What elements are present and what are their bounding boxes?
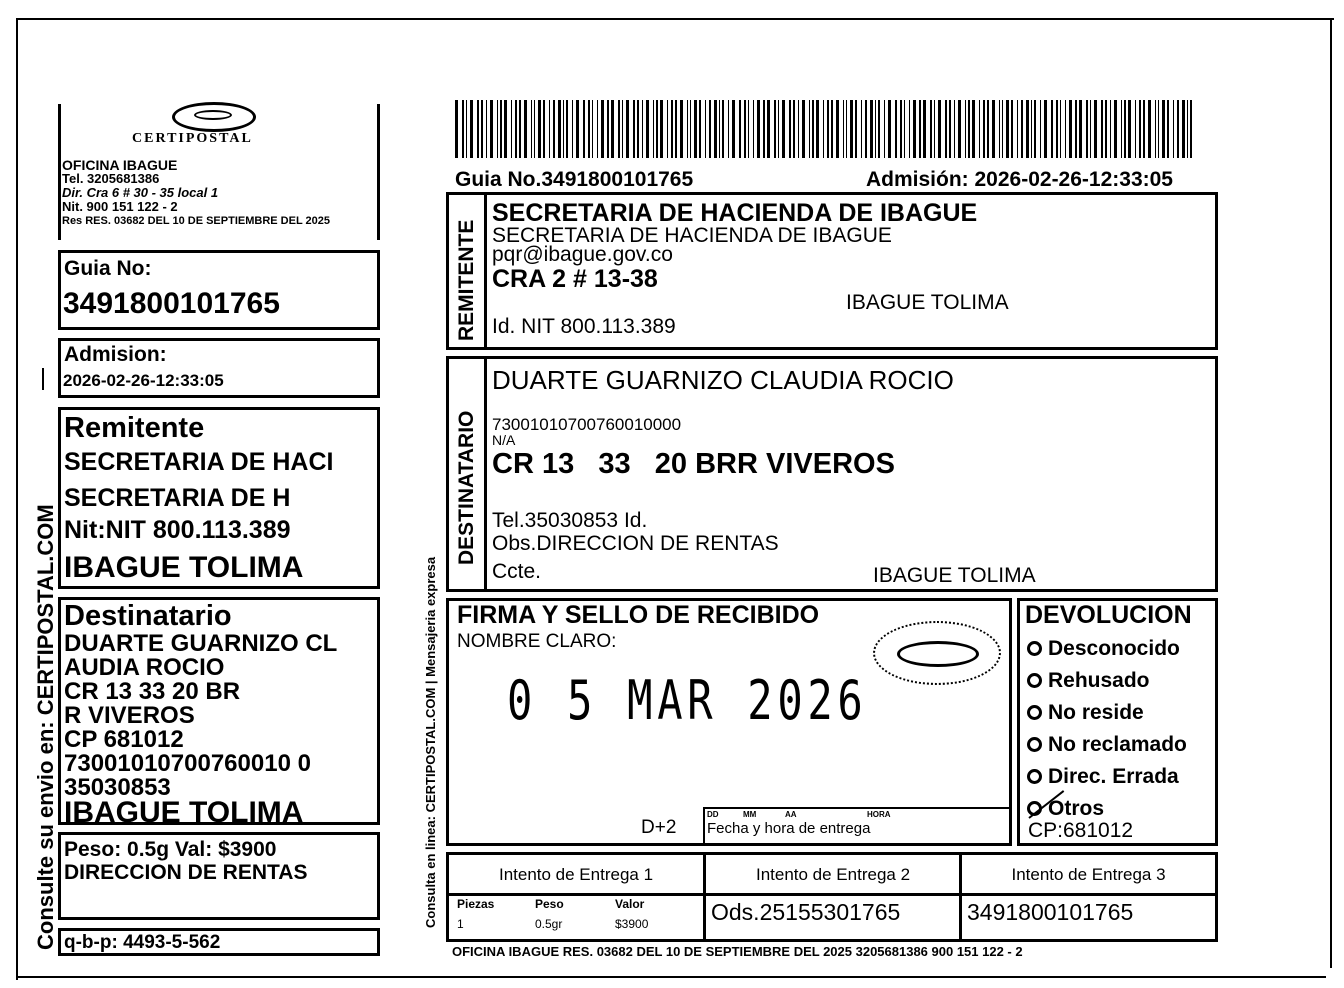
barcode-bar <box>1124 100 1126 158</box>
devolucion-cp: CP:681012 <box>1028 819 1134 842</box>
barcode-bar <box>1162 100 1165 158</box>
barcode-bar <box>999 100 1000 158</box>
barcode-bar <box>1173 100 1174 158</box>
barcode-bar <box>739 100 741 158</box>
barcode-bar <box>1177 100 1179 158</box>
barcode-bar <box>823 100 824 158</box>
barcode-bar <box>719 100 720 158</box>
barcode-bar <box>611 100 614 158</box>
destinatario-code: 73001010700760010000 <box>492 415 682 434</box>
barcode-bar <box>919 100 921 158</box>
destinatario-na: N/A <box>492 432 516 448</box>
stub-left-rule <box>58 104 61 240</box>
stub-remitente-line-4: IBAGUE TOLIMA <box>64 551 304 584</box>
barcode-bar <box>870 100 873 158</box>
outer-frame-left <box>16 18 18 980</box>
barcode-bar <box>1006 100 1009 158</box>
destinatario-address: CR 13 33 20 BRR VIVEROS <box>492 448 895 480</box>
barcode-bar <box>549 100 550 158</box>
barcode-bar <box>572 100 573 158</box>
stub-guia-box <box>58 250 380 330</box>
barcode-bar <box>597 100 598 158</box>
barcode-bar <box>1090 100 1091 158</box>
stub-dest-line-5: CP 681012 <box>64 726 184 753</box>
barcode-bar <box>1105 100 1107 158</box>
barcode-bar <box>656 100 658 158</box>
barcode-bar <box>827 100 829 158</box>
stub-remitente-line-2: SECRETARIA DE H <box>64 484 291 512</box>
branch-res: Res RES. 03682 DEL 10 DE SEPTIEMBRE DEL 2025 <box>62 215 330 227</box>
stub-dest-line-3: CR 13 33 20 BR <box>64 678 241 705</box>
remitente-name-2: SECRETARIA DE HACIENDA DE IBAGUE <box>492 224 892 247</box>
barcode-bar <box>965 100 966 158</box>
stub-remitente-line-1: SECRETARIA DE HACI <box>64 448 334 476</box>
barcode-bar <box>543 100 545 158</box>
barcode-bar <box>519 100 521 158</box>
barcode-bar <box>909 100 910 158</box>
radio-icon <box>1027 705 1042 720</box>
barcode-bar <box>462 100 464 158</box>
barcode-bar <box>576 100 579 158</box>
radio-icon <box>1027 641 1042 656</box>
header-guia: Guia No.3491800101765 <box>455 168 694 191</box>
brand-name: CERTIPOSTAL <box>132 131 253 146</box>
devolucion-option-desconocido[interactable] <box>1027 633 1187 665</box>
barcode-bar <box>1011 100 1013 158</box>
barcode-bar <box>705 100 706 158</box>
intentos-h-divider <box>449 893 1215 896</box>
barcode-bar <box>1148 100 1151 158</box>
stub-dest-line-7: 35030853 <box>64 774 171 801</box>
intento-3-label: Intento de Entrega 3 <box>1011 865 1166 884</box>
barcode-bar <box>1158 100 1159 158</box>
radio-icon <box>1027 673 1042 688</box>
barcode-bar <box>831 100 833 158</box>
branch-tel: Tel. 3205681386 <box>62 171 160 186</box>
barcode-bar <box>637 100 639 158</box>
remitente-email: pqr@ibague.gov.co <box>492 243 673 266</box>
barcode-bar <box>930 100 932 158</box>
barcode-bar <box>566 100 568 158</box>
option-label: No reclamado <box>1048 733 1187 756</box>
stamp-date: 0 5 MAR 2026 <box>507 669 868 732</box>
stub-dest-line-6: 73001010700760010 0 <box>64 750 311 777</box>
barcode-bar <box>802 100 805 158</box>
barcode-bar <box>531 100 532 158</box>
barcode-bar <box>1143 100 1145 158</box>
barcode-bar <box>850 100 853 158</box>
barcode-bar <box>538 100 541 158</box>
devolucion-option-no-reclamado[interactable] <box>1027 729 1187 761</box>
barcode-bar <box>1086 100 1088 158</box>
barcode-bar <box>884 100 885 158</box>
stamp-inner-oval-icon <box>897 641 979 667</box>
barcode-bar <box>972 100 975 158</box>
barcode-bar <box>875 100 876 158</box>
remitente-address: CRA 2 # 13-38 <box>492 265 658 293</box>
stub-remitente-box <box>58 407 380 589</box>
barcode-bar <box>690 100 691 158</box>
devolucion-option-direc-errada[interactable] <box>1027 761 1187 793</box>
intento-2-label: Intento de Entrega 2 <box>755 865 911 884</box>
barcode-bar <box>816 100 819 158</box>
firma-title: FIRMA Y SELLO DE RECIBIDO <box>457 601 820 629</box>
barcode-bar <box>1044 100 1047 158</box>
barcode-bar <box>793 100 795 158</box>
barcode-bar <box>1139 100 1141 158</box>
barcode-bar <box>846 100 847 158</box>
barcode-bar <box>798 100 799 158</box>
barcode-bar <box>958 100 961 158</box>
intento-1-label: Intento de Entrega 1 <box>498 865 654 884</box>
stub-destinatario-label: Destinatario <box>64 600 232 632</box>
outer-frame-right <box>1330 18 1332 968</box>
barcode-bar <box>1114 100 1117 158</box>
barcode-bar <box>843 100 844 158</box>
barcode-bar <box>481 100 483 158</box>
barcode-bar <box>732 100 735 158</box>
peso-value: 0.5gr <box>535 917 563 931</box>
side-text-mid: Consulta en linea: CERTIPOSTAL.COM | Mensajeria expresa <box>423 556 438 928</box>
stub-mid-rule <box>42 368 44 390</box>
barcode-bar <box>1051 100 1053 158</box>
barcode-bar <box>558 100 561 158</box>
branch-nit: Nit. 900 151 122 - 2 <box>62 199 178 214</box>
destinatario-box <box>446 356 1218 592</box>
peso-label: Peso <box>535 897 564 911</box>
outer-frame-bottom <box>16 976 1326 978</box>
barcode-bar <box>1034 100 1036 158</box>
remitente-name: SECRETARIA DE HACIENDA DE IBAGUE <box>492 199 978 227</box>
remitente-box <box>446 192 1218 350</box>
barcode-bar <box>888 100 891 158</box>
barcode-bar <box>1155 100 1156 158</box>
remitente-city: IBAGUE TOLIMA <box>846 291 1009 314</box>
stub-dest-line-1: DUARTE GUARNIZO CL <box>64 630 338 657</box>
barcode-bar <box>1069 100 1072 158</box>
barcode-bar <box>694 100 697 158</box>
stub-admision-box <box>58 338 380 398</box>
valor-label: Valor <box>615 897 645 911</box>
barcode-bar <box>945 100 947 158</box>
barcode-bar <box>722 100 724 158</box>
barcode-bar <box>789 100 791 158</box>
outer-frame-top <box>16 18 1334 20</box>
barcode-bar <box>865 100 867 158</box>
barcode-bar <box>1031 100 1032 158</box>
barcode-bar <box>592 100 593 158</box>
devolucion-title: DEVOLUCION <box>1025 601 1192 629</box>
barcode-bar <box>782 100 785 158</box>
barcode-bar <box>954 100 955 158</box>
barcode-bar <box>1075 100 1077 158</box>
radio-icon <box>1027 737 1042 752</box>
devolucion-options <box>1027 633 1187 825</box>
barcode-bar <box>949 100 951 158</box>
destinatario-city: IBAGUE TOLIMA <box>873 564 1036 587</box>
stub-guia-value: 3491800101765 <box>63 287 280 320</box>
barcode-bar <box>490 100 493 158</box>
stub-qbp-box <box>58 928 380 956</box>
branch-dir: Dir. Cra 6 # 30 - 35 local 1 <box>62 185 219 200</box>
barcode-bar <box>687 100 688 158</box>
barcode-bar <box>855 100 857 158</box>
barcode-bar <box>934 100 935 158</box>
devolucion-box <box>1017 598 1218 846</box>
barcode-bar <box>553 100 555 158</box>
firma-d2: D+2 <box>641 817 677 838</box>
destinatario-ccte: Ccte. <box>492 560 542 583</box>
intentos-row <box>446 852 1218 942</box>
stub-dest-line-4: R VIVEROS <box>64 702 195 729</box>
barcode-bar <box>675 100 677 158</box>
destinatario-tel: Tel.35030853 Id. <box>492 509 648 532</box>
stub-guia-label: Guia No: <box>64 257 152 280</box>
stub-destinatario-lines <box>64 632 337 825</box>
barcode-bar <box>744 100 746 158</box>
barcode-bar <box>923 100 926 158</box>
option-label: No reside <box>1048 701 1144 724</box>
barcode-bar <box>938 100 941 158</box>
stub-peso-line: Peso: 0.5g Val: $3900 <box>64 838 277 861</box>
stub-right-rule <box>377 104 380 240</box>
barcode-bar <box>778 100 779 158</box>
barcode-bar <box>1128 100 1131 158</box>
barcode-bar <box>534 100 535 158</box>
side-text-left: Consulte su envio en: CERTIPOSTAL.COM <box>33 504 58 950</box>
stub-destinatario-box <box>58 597 380 825</box>
footer-text: OFICINA IBAGUE RES. 03682 DEL 10 DE SEPTIEMBRE DEL 2025 3205681386 900 151 122 - 2 <box>452 944 1023 959</box>
guia-box-value: 3491800101765 <box>967 899 1134 925</box>
stub-dest-line-8: IBAGUE TOLIMA <box>64 796 304 825</box>
stub-admision-label: Admision: <box>64 343 167 366</box>
barcode-bar <box>753 100 754 158</box>
barcode-bar <box>622 100 623 158</box>
barcode-bar <box>607 100 609 158</box>
barcode-bar <box>1002 100 1003 158</box>
barcode-bar <box>913 100 916 158</box>
barcode-bar <box>466 100 467 158</box>
barcode-bar <box>1040 100 1041 158</box>
piezas-label: Piezas <box>457 897 495 911</box>
stub-dest-line-2: AUDIA ROCIO <box>64 654 225 681</box>
barcode-bar <box>987 100 989 158</box>
barcode-bar <box>601 100 604 158</box>
barcode-bar <box>618 100 620 158</box>
destinatario-obs: Obs.DIRECCION DE RENTAS <box>492 532 779 555</box>
barcode-bar <box>968 100 970 158</box>
barcode-bar <box>500 100 502 158</box>
barcode-bar <box>1079 100 1082 158</box>
barcode-bar <box>904 100 905 158</box>
barcode-bar <box>497 100 498 158</box>
barcode-bar <box>1167 100 1169 158</box>
barcode-bar <box>1110 100 1111 158</box>
barcode-bar <box>836 100 839 158</box>
barcode-bar <box>1182 100 1185 158</box>
barcode-bar <box>1187 100 1188 158</box>
barcode-bar <box>1135 100 1136 158</box>
barcode-bar <box>983 100 985 158</box>
firma-box <box>446 598 1012 846</box>
ods-value: Ods.25155301765 <box>711 899 901 925</box>
barcode-bar <box>979 100 980 158</box>
barcode-bar <box>667 100 668 158</box>
barcode-bar <box>653 100 654 158</box>
barcode-bar <box>646 100 649 158</box>
stub-remitente-line-3: Nit:NIT 800.113.389 <box>64 516 291 544</box>
barcode-bar <box>1121 100 1122 158</box>
fecha-label: Fecha y hora de entrega <box>707 820 871 837</box>
piezas-value: 1 <box>457 917 464 931</box>
barcode-bar <box>515 100 517 158</box>
barcode-bar <box>767 100 770 158</box>
barcode-bar <box>709 100 711 158</box>
barcode-bar <box>486 100 487 158</box>
barcode-bar <box>757 100 760 158</box>
destinatario-label: DESTINATARIO <box>455 410 478 565</box>
branch-office: OFICINA IBAGUE <box>62 157 178 173</box>
barcode-bar <box>477 100 479 158</box>
branch-info <box>62 158 330 228</box>
barcode-bar <box>563 100 564 158</box>
barcode-bar <box>671 100 673 158</box>
stub-remitente-label: Remitente <box>64 412 205 444</box>
logo-cp-icon <box>194 110 232 120</box>
radio-icon <box>1027 769 1042 784</box>
stub-qbp: q-b-p: 4493-5-562 <box>64 932 221 953</box>
stub-peso-box <box>58 832 380 920</box>
barcode-bar <box>1094 100 1097 158</box>
barcode-bar <box>680 100 683 158</box>
devolucion-option-rehusado[interactable] <box>1027 665 1187 697</box>
barcode-bar <box>1060 100 1061 158</box>
barcode-bar <box>900 100 902 158</box>
barcode-bar <box>660 100 663 158</box>
barcode-bar <box>588 100 590 158</box>
barcode-bar <box>878 100 880 158</box>
stamp-logo <box>873 621 1001 685</box>
barcode-bar <box>455 100 458 158</box>
barcode-bar <box>728 100 729 158</box>
option-label: Rehusado <box>1048 669 1150 692</box>
stub-peso-obs: DIRECCION DE RENTAS <box>64 861 308 884</box>
header-admision: Admisión: 2026-02-26-12:33:05 <box>866 168 1173 191</box>
remitente-id: Id. NIT 800.113.389 <box>492 315 676 338</box>
barcode-bar <box>1017 100 1018 158</box>
fecha-aa: AA <box>785 810 797 819</box>
barcode-bar <box>1190 100 1192 158</box>
certipostal-logo <box>172 102 256 130</box>
option-label: Desconocido <box>1048 637 1180 660</box>
barcode-bar <box>511 100 512 158</box>
barcode <box>455 100 1205 158</box>
fecha-entrega-box <box>703 807 1009 843</box>
option-label: Direc. Errada <box>1048 765 1179 788</box>
barcode-bar <box>1056 100 1058 158</box>
fecha-hora: HORA <box>867 810 891 819</box>
barcode-bar <box>809 100 810 158</box>
option-label: Otros <box>1048 797 1105 820</box>
barcode-bar <box>470 100 473 158</box>
fecha-dd: DD <box>707 810 719 819</box>
barcode-bar <box>763 100 765 158</box>
barcode-bar <box>774 100 776 158</box>
barcode-bar <box>861 100 862 158</box>
barcode-bar <box>1065 100 1066 158</box>
destinatario-name: DUARTE GUARNIZO CLAUDIA ROCIO <box>492 365 954 395</box>
barcode-bar <box>626 100 629 158</box>
barcode-bar <box>1021 100 1023 158</box>
barcode-bar <box>699 100 701 158</box>
fecha-mm: MM <box>743 810 757 819</box>
barcode-bar <box>583 100 585 158</box>
barcode-bar <box>642 100 643 158</box>
barcode-bar <box>504 100 507 158</box>
stub-admision-value: 2026-02-26-12:33:05 <box>63 371 224 390</box>
barcode-bar <box>1101 100 1103 158</box>
barcode-bar <box>1026 100 1029 158</box>
barcode-bar <box>714 100 717 158</box>
devolucion-option-no-reside[interactable] <box>1027 697 1187 729</box>
barcode-bar <box>812 100 814 158</box>
barcode-bar <box>633 100 635 158</box>
barcode-bar <box>748 100 749 158</box>
firma-nombre: NOMBRE CLARO: <box>457 631 617 652</box>
barcode-bar <box>992 100 995 158</box>
barcode-bar <box>524 100 527 158</box>
valor-value: $3900 <box>615 917 649 931</box>
remitente-label: REMITENTE <box>455 219 478 341</box>
barcode-bar <box>895 100 897 158</box>
